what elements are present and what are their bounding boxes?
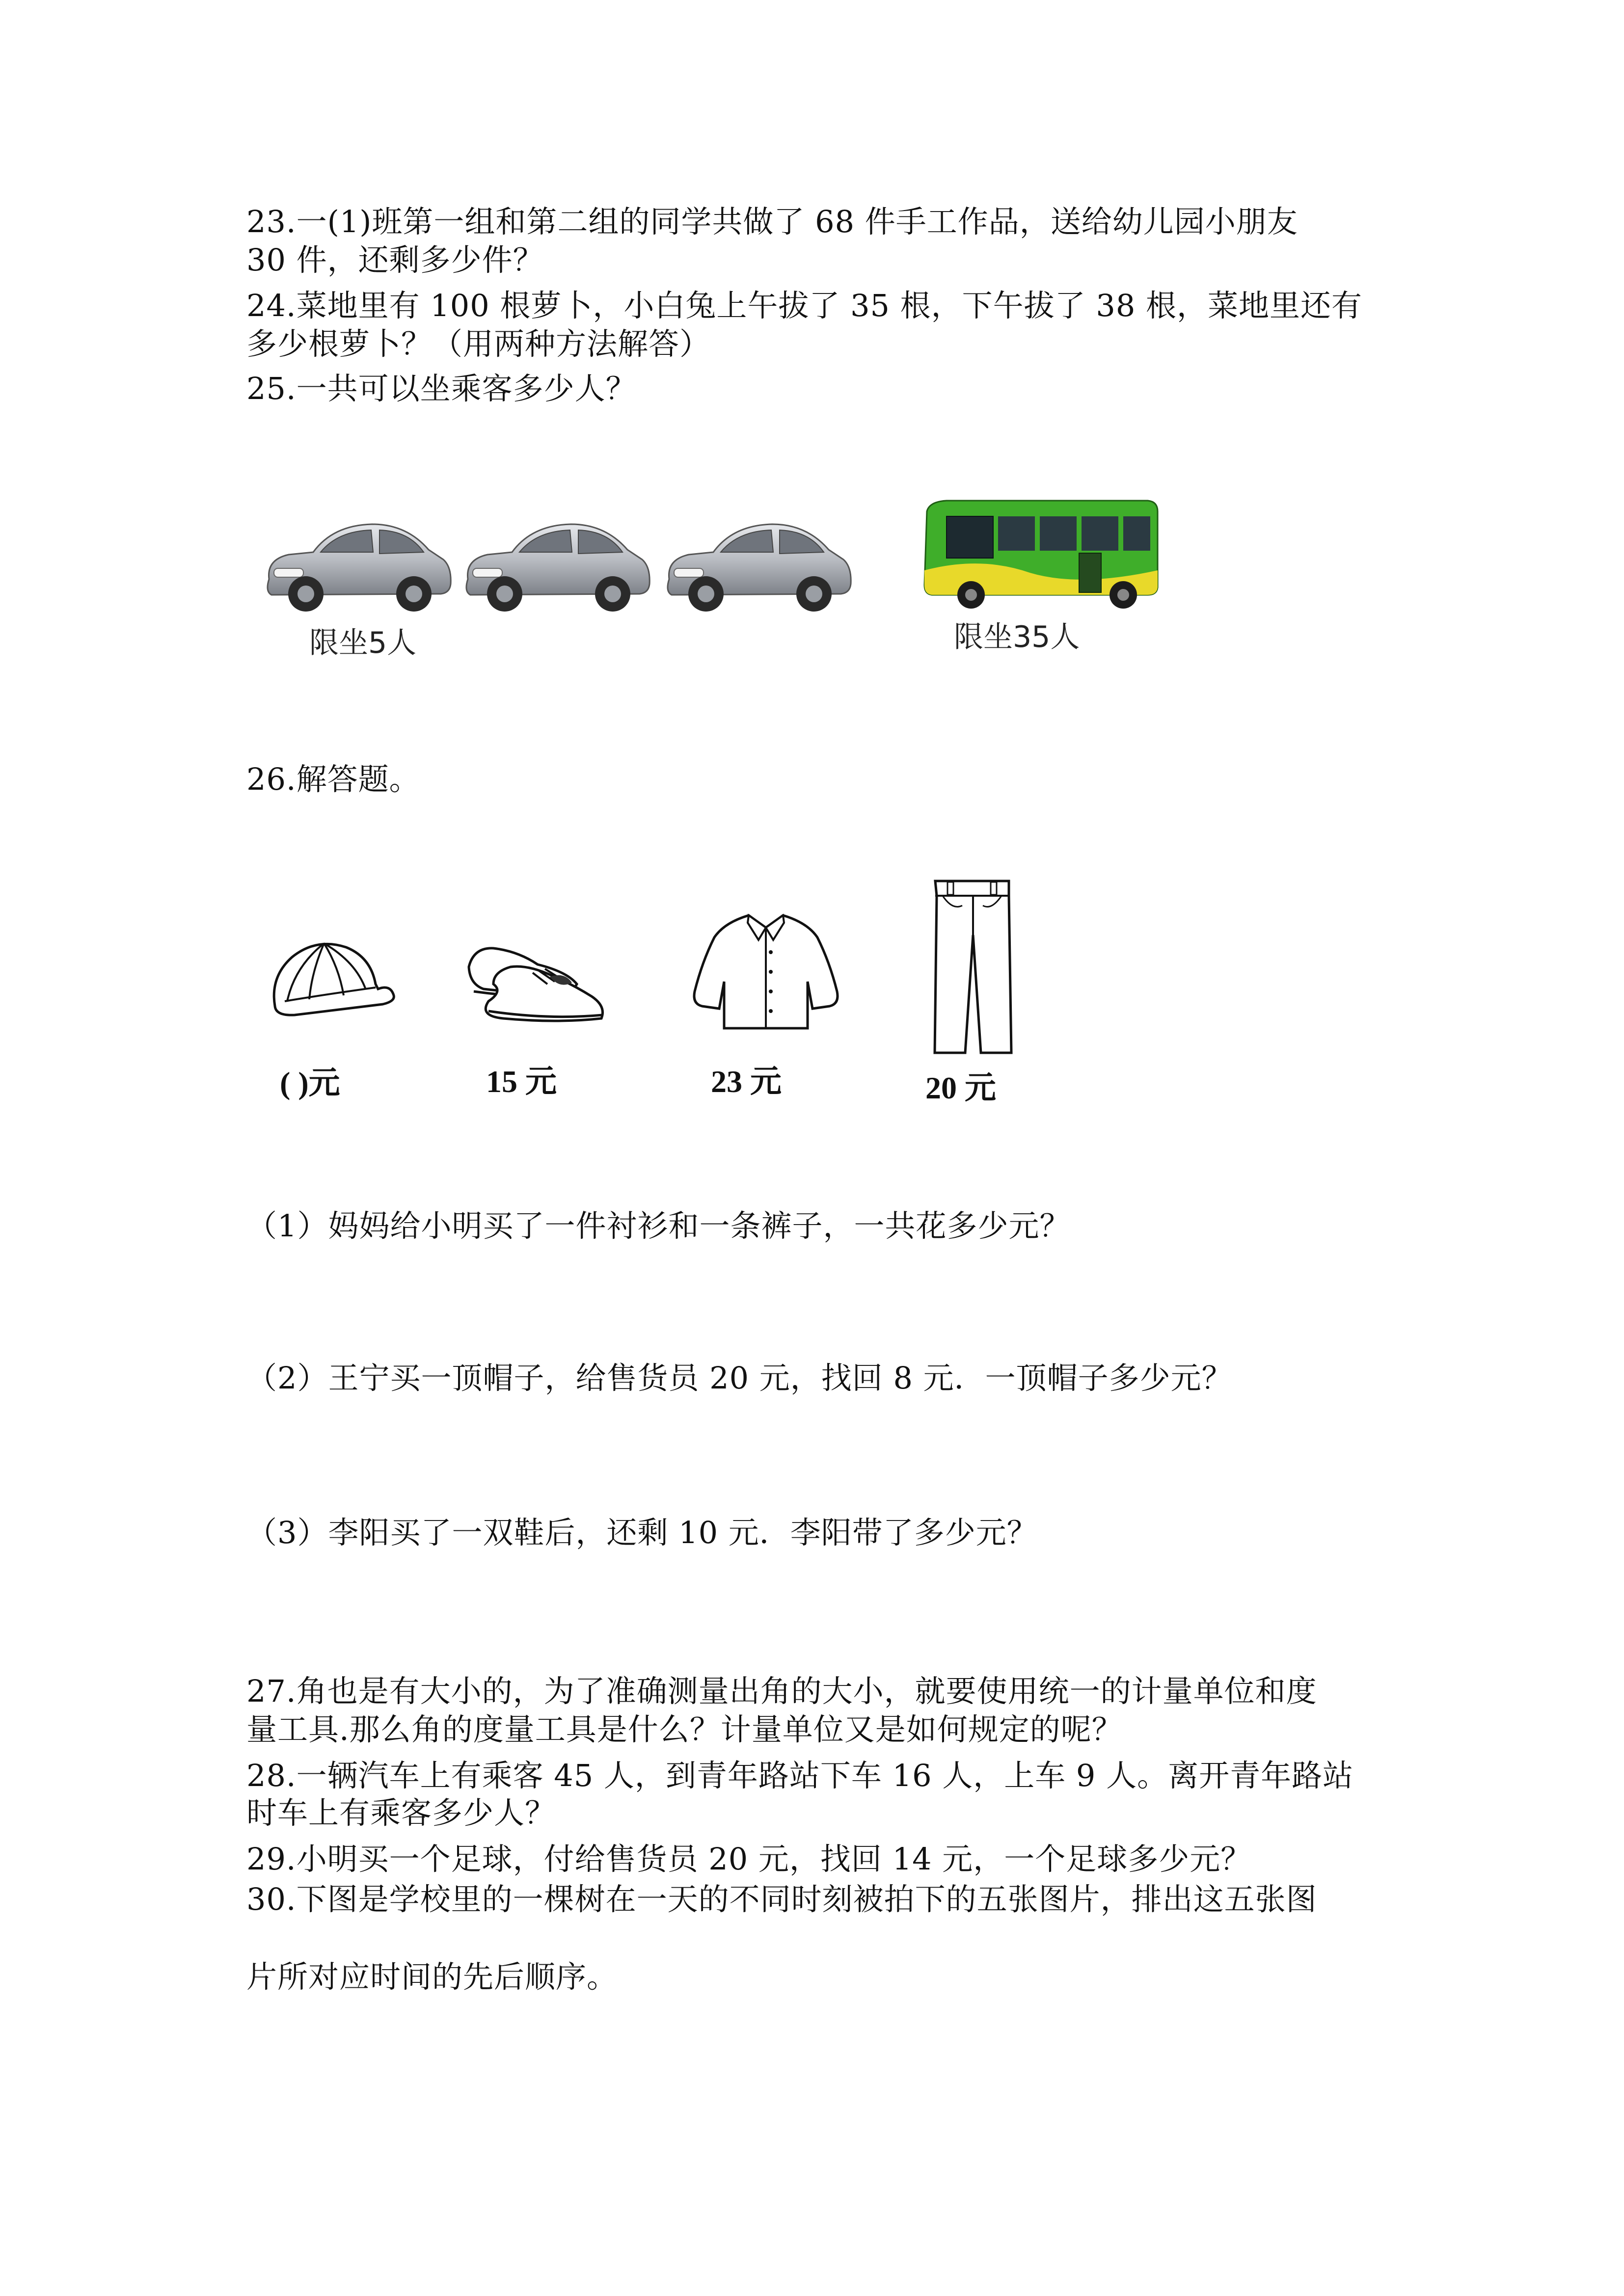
bus-capacity-caption: 限坐35人 [954,620,1080,654]
problem-28-line-1: 28.一辆汽车上有乘客 45 人，到青年路站下车 16 人，上车 9 人。离开青年路站 [246,1758,1354,1793]
pants-price: 20 元 [925,1070,996,1105]
car-3-icon [668,524,851,612]
problem-28-line-2: 时车上有乘客多少人？ [246,1795,556,1831]
bus-illustration [917,497,1163,612]
shirt-icon [690,908,842,1036]
pants-icon [928,876,1016,1058]
three-cars-illustration [259,506,863,618]
problem-26-line-1: 26.解答题。 [246,761,420,797]
shoes-price: 15 元 [486,1064,557,1099]
shirt-price: 23 元 [711,1064,782,1099]
problem-23-line-2: 30 件，还剩多少件？ [246,242,544,278]
shoes-icon [464,937,606,1031]
problem-23-line-1: 23.一(1)班第一组和第二组的同学共做了 68 件手工作品，送给幼儿园小朋友 [246,204,1298,240]
problem-26-question-2: （2）王宁买一顶帽子，给售货员 20 元，找回 8 元．一顶帽子多少元？ [246,1360,1233,1396]
car-capacity-caption: 限坐5人 [309,626,417,660]
problem-26-question-3: （3）李阳买了一双鞋后，还剩 10 元．李阳带了多少元？ [246,1515,1038,1550]
problem-30-line-2: 片所对应时间的先后顺序。 [246,1959,618,1995]
problem-25-line-1: 25.一共可以坐乘客多少人？ [246,371,637,406]
problem-27-line-1: 27.角也是有大小的，为了准确测量出角的大小，就要使用统一的计量单位和度 [246,1673,1317,1709]
problem-29-line-1: 29.小明买一个足球，付给售货员 20 元，找回 14 元，一个足球多少元？ [246,1841,1252,1877]
car-1-icon [268,524,451,612]
problem-24-line-2: 多少根萝卜？（用两种方法解答） [246,326,711,362]
cap-icon [265,903,398,1036]
problem-27-line-2: 量工具.那么角的度量工具是什么？计量单位又是如何规定的呢？ [246,1711,1123,1747]
cap-price: ( )元 [280,1066,340,1100]
problem-30-line-1: 30.下图是学校里的一棵树在一天的不同时刻被拍下的五张图片，排出这五张图 [246,1881,1317,1917]
car-2-icon [466,524,650,612]
problem-26-question-1: （1）妈妈给小明买了一件衬衫和一条裤子，一共花多少元？ [246,1208,1071,1244]
problem-24-line-1: 24.菜地里有 100 根萝卜，小白兔上午拔了 35 根，下午拔了 38 根，菜地里还有 [246,288,1362,323]
